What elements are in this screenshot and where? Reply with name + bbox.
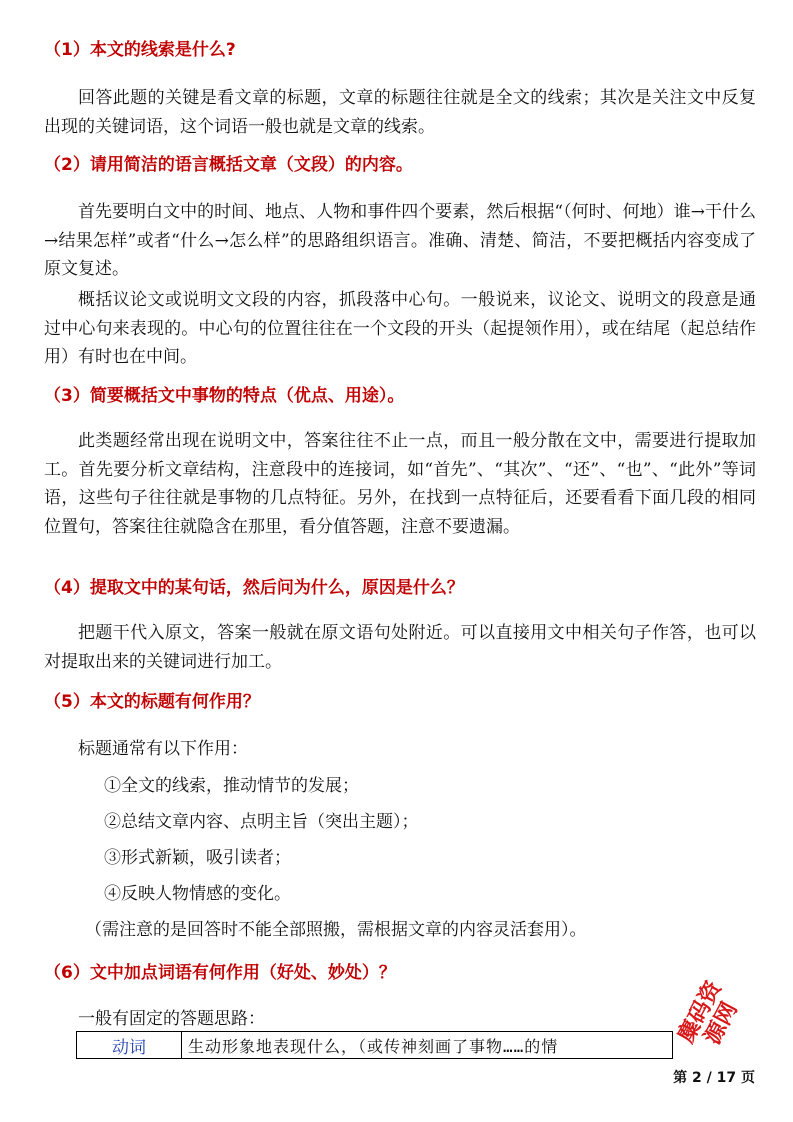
section-5-note: （需注意的是回答时不能全部照搬，需根据文章的内容灵活套用）。 — [85, 920, 587, 940]
list-item: ①全文的线索，推动情节的发展； — [104, 776, 359, 796]
section-1-title: （1）本文的线索是什么? — [44, 40, 236, 60]
section-3-paragraph: 此类题经常出现在说明文中，答案往往不止一点，而且一般分散在文中，需要进行提取加工。首先要分析文章结构，注意段中的连接词，如“首先”、“其次”、“还”、“也”、“此外”等词语，这些句子往往就是事物的几点特征。另外，在找到一点特征后，还要看看下面几段的相同位置句，答案往往就隐含在那里，看分值答题，注意不要遗漏。 — [44, 431, 756, 537]
page-number: 第 2 / 17 页 — [673, 1070, 755, 1086]
section-1-paragraph: 回答此题的关键是看文章的标题，文章的标题往往就是全文的线索；其次是关注文中反复出现的关键词语，这个词语一般也就是文章的线索。 — [44, 88, 756, 137]
table-row — [77, 1032, 673, 1059]
section-5-lead: 标题通常有以下作用： — [78, 739, 248, 759]
section-6-lead: 一般有固定的答题思路： — [78, 1009, 265, 1029]
section-3-title: （3）简要概括文中事物的特点（优点、用途）。 — [44, 386, 405, 406]
section-4-paragraph: 把题干代入原文，答案一般就在原文语句处附近。可以直接用文中相关句子作答，也可以对提取出来的关键词进行加工。 — [44, 623, 756, 672]
section-6-title: （6）文中加点词语有何作用（好处、妙处）？ — [44, 963, 396, 983]
answer-table — [76, 1031, 673, 1059]
section-2-title: （2）请用简洁的语言概括文章（文段）的内容。 — [44, 155, 413, 175]
list-item: ②总结文章内容、点明主旨（突出主题）； — [104, 812, 419, 832]
section-2-paragraph-1: 首先要明白文中的时间、地点、人物和事件四个要素，然后根据“（何时、何地）谁→干什么→结果怎样”或者“什么→怎么样”的思路组织语言。准确、清楚、简洁，不要把概括内容变成了原文复述。 — [44, 202, 756, 279]
list-item: ④反映人物情感的变化。 — [104, 884, 291, 904]
section-2-paragraph-2: 概括议论文或说明文文段的内容，抓段落中心句。一般说来，议论文、说明文的段意是通过中心句来表现的。中心句的位置往往在一个文段的开头（起提领作用），或在结尾（起总结作用）有时也在中间。 — [44, 290, 756, 367]
section-4-title: （4）提取文中的某句话，然后问为什么，原因是什么？ — [44, 578, 464, 598]
table-term-cell: 动词 — [77, 1032, 182, 1059]
watermark-stamp: 麋码资源网 — [673, 977, 743, 1049]
section-5-title: （5）本文的标题有何作用？ — [44, 692, 260, 712]
table-desc-cell: 生动形象地表现什么，（或传神刻画了事物……的情 — [182, 1032, 673, 1059]
list-item: ③形式新颖，吸引读者； — [104, 848, 291, 868]
